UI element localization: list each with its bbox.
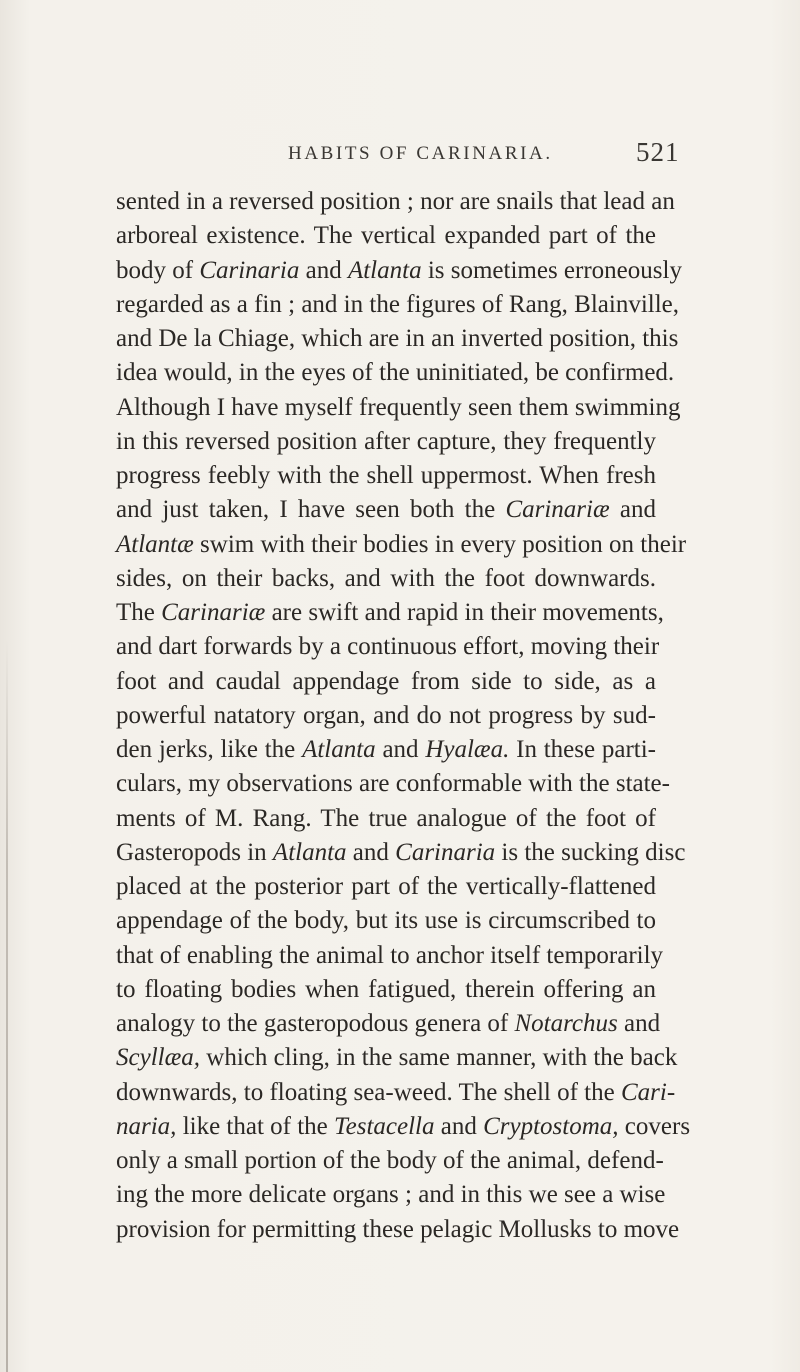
text-run: sides, on their backs, and with the foot downwards.: [116, 564, 656, 592]
text-line: [116, 254, 682, 288]
page-number: 521: [636, 137, 680, 167]
italic-term: Cryptostoma,: [483, 1112, 619, 1140]
text-run: placed at the posterior part of the vertically-flattened: [116, 873, 656, 900]
text-line: [116, 1076, 676, 1110]
text-line: [116, 562, 656, 596]
text-run: like that of the: [176, 1112, 335, 1140]
italic-term: Carinaria: [199, 256, 300, 284]
text-line: [116, 1144, 664, 1178]
text-line: [116, 1213, 680, 1247]
text-line: [116, 630, 660, 664]
text-run: regarded as a fin ; and in the figures of Rang, Blainville,: [116, 290, 680, 318]
text-line: [116, 973, 656, 1007]
text-line: [116, 870, 656, 904]
text-run: culars, my observations are conformable with the state-: [116, 770, 670, 798]
text-line: [116, 356, 675, 390]
text-run: and dart forwards by a continuous effort, moving their: [116, 633, 660, 661]
text-line: [116, 1041, 678, 1075]
italic-term: Testacella: [334, 1112, 435, 1140]
italic-term: Atlantæ: [116, 530, 194, 558]
text-run: den jerks, like the: [116, 736, 303, 763]
italic-term: Atlanta: [302, 736, 376, 763]
text-run: and just taken, I have seen both the: [116, 496, 506, 524]
text-run: and: [375, 736, 426, 763]
text-run: In these parti-: [509, 736, 656, 763]
text-run: analogy to the gasteropodous genera of: [116, 1010, 515, 1037]
text-run: sented in a reversed position ; nor are snails that lead an: [116, 188, 675, 215]
text-run: in this reversed position after capture, they frequently: [116, 427, 656, 455]
text-run: appendage of the body, but its use is circumscribed to: [116, 907, 656, 935]
text-line: [116, 322, 679, 356]
text-run: progress feebly with the shell uppermost. When fresh: [116, 462, 656, 489]
text-line: [116, 391, 681, 425]
text-line: [116, 939, 664, 973]
text-run: that of enabling the animal to anchor itself temporarily: [116, 941, 664, 969]
text-run: is the sucking disc: [495, 838, 686, 866]
page-gutter-shadow: [6, 640, 8, 1372]
text-run: and: [434, 1112, 484, 1140]
text-line: [116, 665, 656, 699]
text-run: is sometimes erroneously: [421, 256, 682, 284]
italic-term: Carinaria: [395, 838, 496, 866]
text-line: [116, 596, 664, 630]
text-run: ing the more delicate organs ; and in this we see a wise: [116, 1181, 666, 1209]
running-head: [0, 137, 800, 177]
text-run: foot and caudal appendage from side to side, as a: [116, 667, 656, 695]
text-line: [116, 904, 656, 938]
text-run: powerful natatory organ, and do not progress by sud-: [116, 701, 656, 729]
text-run: body of: [116, 256, 200, 284]
text-line: [116, 836, 686, 870]
text-run: covers: [618, 1112, 691, 1140]
italic-term: Atlanta: [272, 838, 347, 866]
text-line: [116, 1007, 661, 1041]
italic-term: Notarchus: [514, 1010, 618, 1037]
text-line: [116, 528, 687, 562]
text-run: and: [609, 496, 656, 524]
text-run: The: [116, 599, 162, 626]
text-run: provision for permitting these pelagic Mollusks to move: [116, 1215, 680, 1243]
text-run: are swift and rapid in their movements,: [265, 599, 664, 626]
text-run: downwards, to floating sea-weed. The shell of the: [116, 1078, 621, 1106]
text-run: to floating bodies when fatigued, therein offering an: [116, 975, 656, 1003]
text-run: Gasteropods in: [116, 838, 273, 866]
text-run: and: [617, 1010, 661, 1037]
text-run: and: [299, 256, 348, 284]
italic-term: Carinariæ: [505, 496, 610, 524]
text-run: and De la Chiage, which are in an inverted position, this: [116, 325, 679, 352]
text-line: [116, 185, 675, 219]
italic-term: Atlanta: [347, 256, 422, 284]
text-run: ments of M. Rang. The true analogue of the foot of: [116, 804, 656, 832]
text-run: and: [346, 838, 396, 866]
text-line: [116, 219, 656, 253]
text-line: [116, 699, 656, 733]
italic-term: naria,: [116, 1112, 177, 1140]
text-run: arboreal existence. The vertical expanded part of the: [116, 222, 656, 250]
italic-term: Scyllæa,: [116, 1044, 201, 1072]
italic-term: Carinariæ: [161, 599, 266, 626]
body-paragraph: [116, 185, 691, 1247]
text-run: idea would, in the eyes of the uninitiated, be confirmed.: [116, 359, 675, 387]
italic-term: Cari-: [620, 1078, 676, 1106]
text-run: swim with their bodies in every position on their: [193, 530, 687, 558]
text-line: [116, 1110, 691, 1144]
text-run: only a small portion of the body of the animal, defend-: [116, 1147, 664, 1174]
text-line: [116, 733, 656, 767]
text-run: which cling, in the same manner, with the back: [200, 1044, 678, 1072]
text-line: [116, 425, 656, 459]
text-line: [116, 493, 656, 527]
italic-term: Hyalæa.: [425, 736, 510, 763]
text-line: [116, 288, 680, 322]
text-line: [116, 1178, 666, 1212]
text-line: [116, 767, 670, 801]
text-line: [116, 802, 656, 836]
text-run: Although I have myself frequently seen them swimming: [116, 393, 681, 421]
running-head-title: HABITS OF CARINARIA.: [288, 143, 553, 164]
text-line: [116, 459, 656, 493]
